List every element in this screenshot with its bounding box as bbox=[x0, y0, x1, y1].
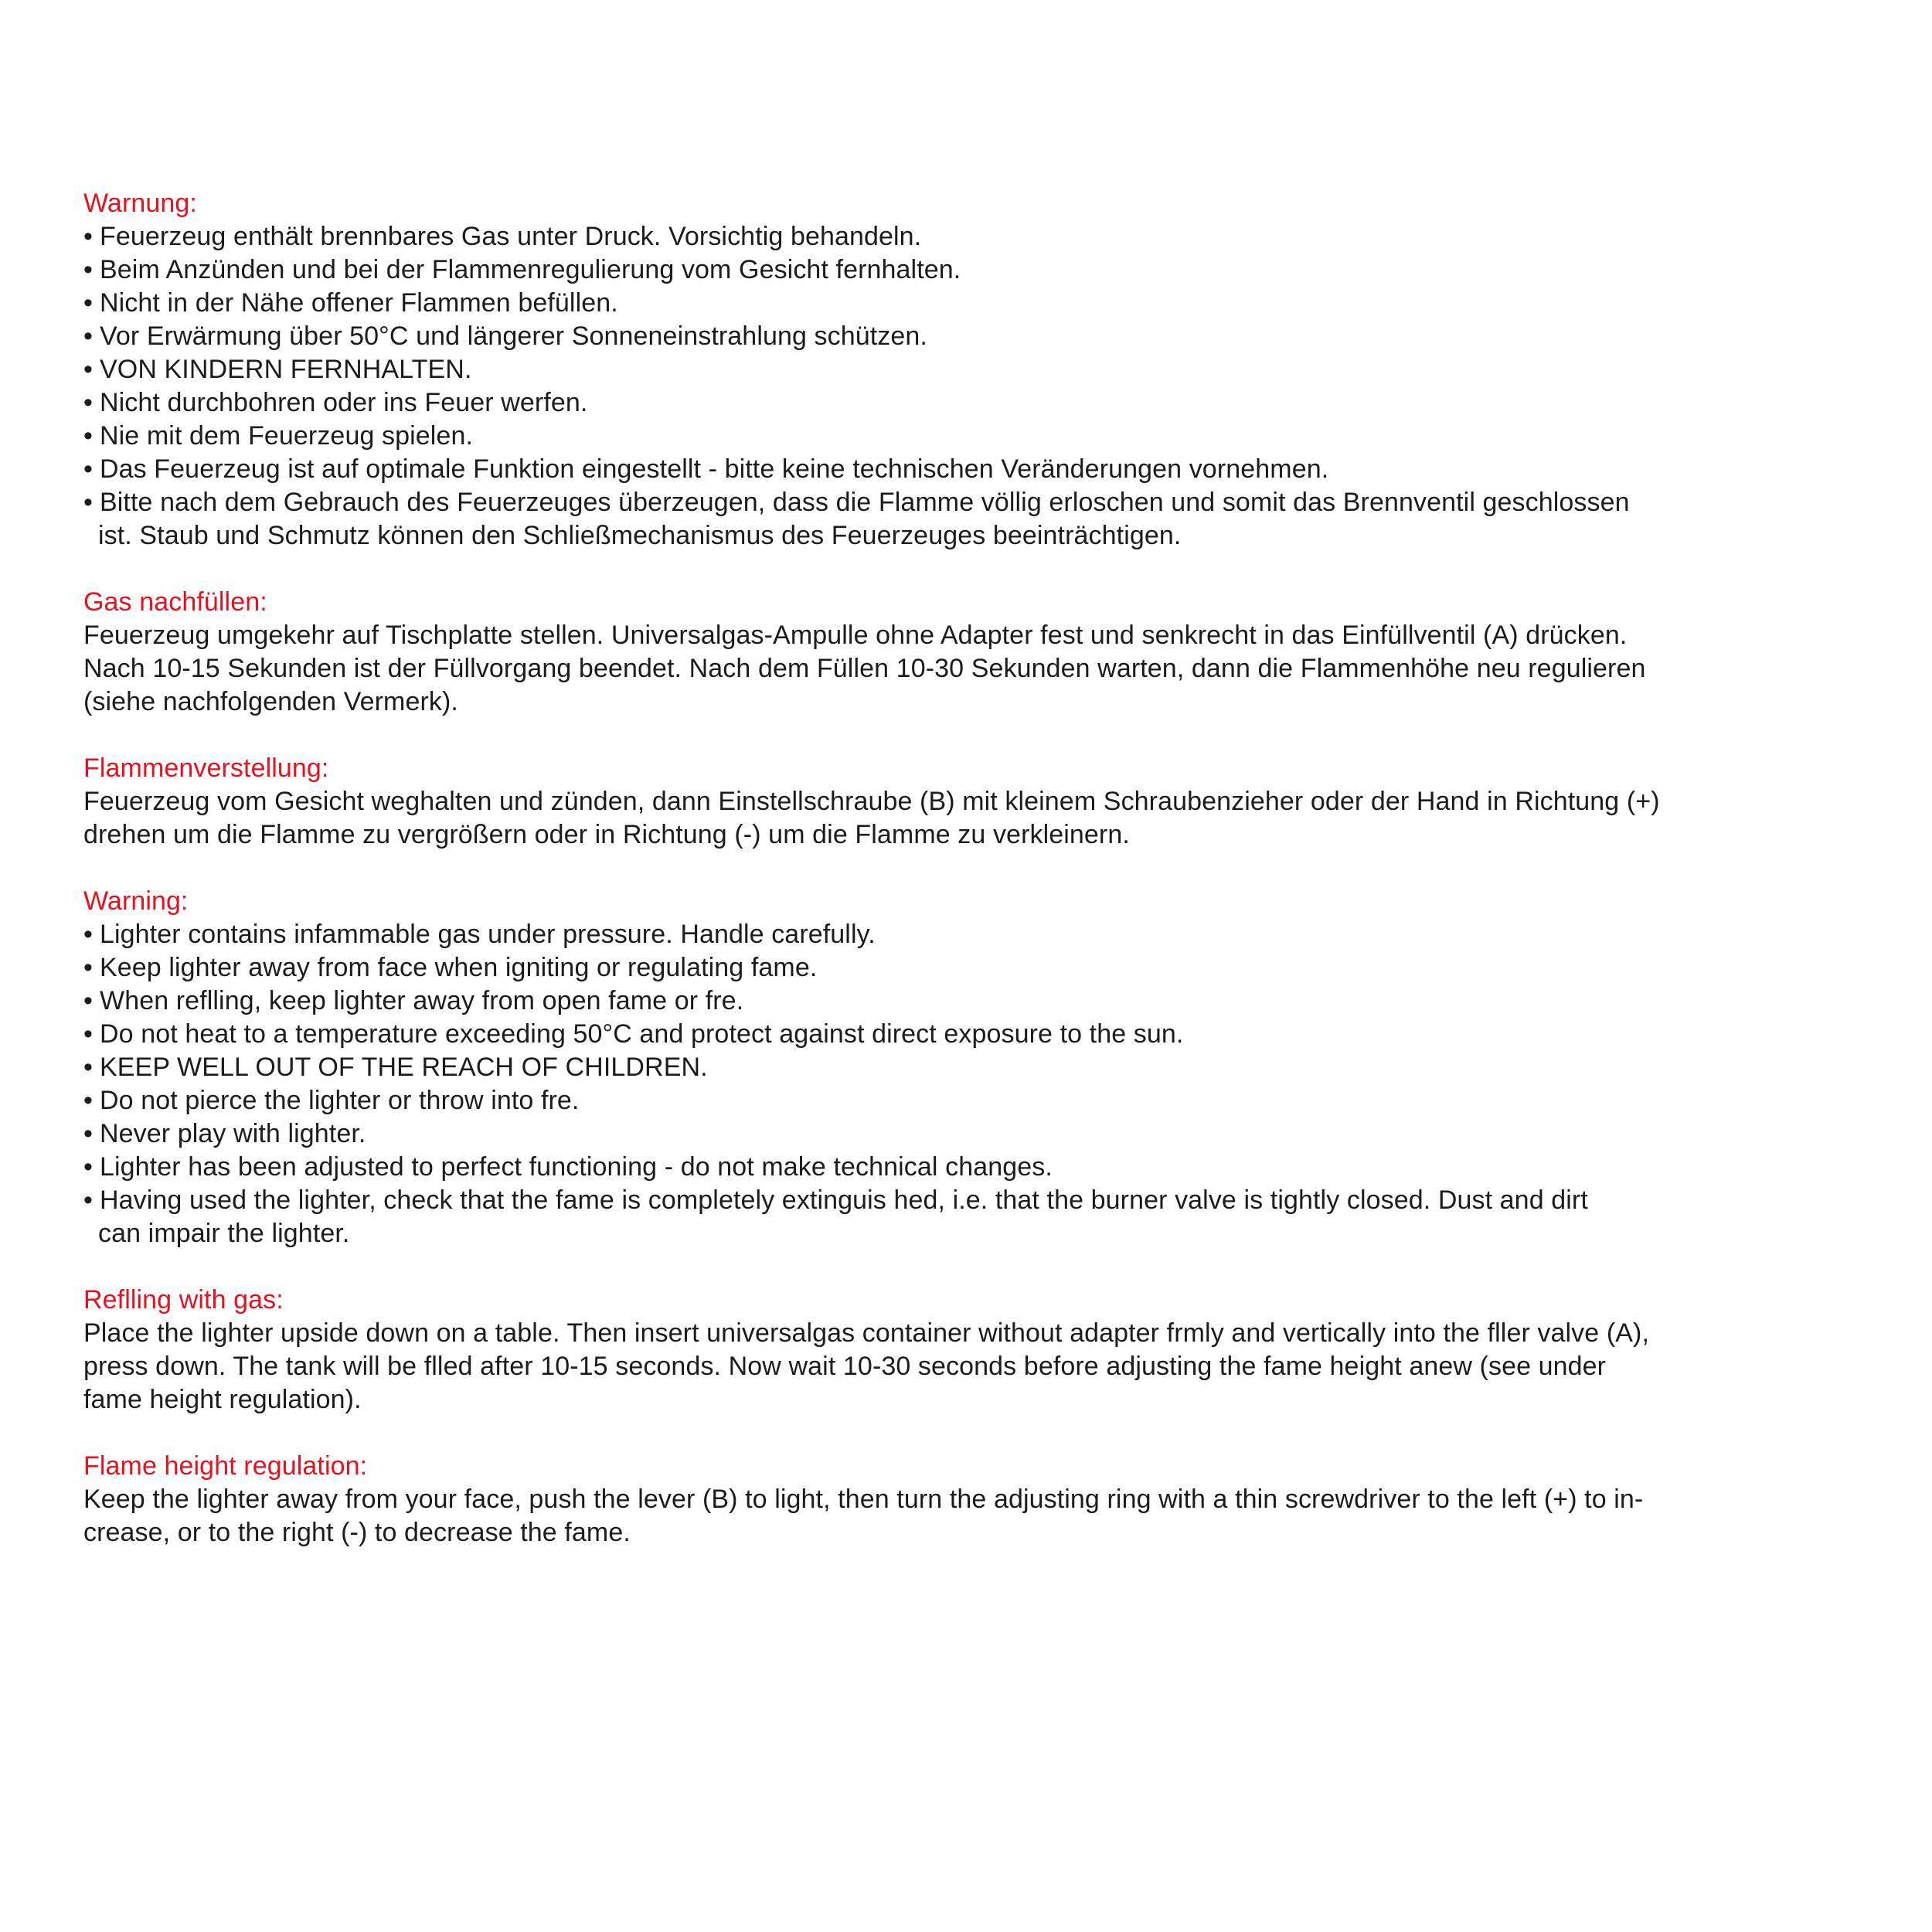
text-line bbox=[83, 619, 1768, 652]
line-text: Keep the lighter away from your face, push the lever (B) to light, then turn the adjusting ring with a thin screwdriver to the left (+) to in- bbox=[83, 1485, 1644, 1514]
section-heading: Gas nachfüllen: bbox=[83, 587, 267, 617]
line-text: Lighter has been adjusted to perfect functioning - do not make technical changes. bbox=[100, 1152, 1053, 1182]
bullet-icon: • bbox=[83, 1119, 100, 1148]
line-text: can impair the lighter. bbox=[98, 1219, 350, 1248]
line-text: Nicht durchbohren oder ins Feuer werfen. bbox=[100, 388, 588, 417]
line-text: Nie mit dem Feuerzeug spielen. bbox=[100, 421, 474, 451]
bullet-line bbox=[83, 918, 1768, 951]
line-text: ist. Staub und Schmutz können den Schließmechanismus des Feuerzeuges beeinträchtigen. bbox=[98, 521, 1182, 550]
line-text: Feuerzeug umgekehr auf Tischplatte stellen. Universalgas-Ampulle ohne Adapter fest und senkrecht in das Einfüllventil (A) drücken. bbox=[83, 621, 1628, 650]
bullet-line bbox=[83, 1151, 1768, 1184]
bullet-line bbox=[83, 1018, 1768, 1051]
line-text: Nach 10-15 Sekunden ist der Füllvorgang beendet. Nach dem Füllen 10-30 Sekunden warten, dann die Flammenhöhe neu regulieren bbox=[83, 654, 1646, 683]
bullet-icon: • bbox=[83, 454, 100, 484]
instruction-document bbox=[83, 187, 1768, 1583]
line-text: Feuerzeug enthält brennbares Gas unter Druck. Vorsichtig behandeln. bbox=[100, 222, 922, 251]
section-heading: Warning: bbox=[83, 886, 189, 916]
bullet-icon: • bbox=[83, 986, 100, 1015]
bullet-icon: • bbox=[83, 953, 100, 982]
text-line bbox=[83, 652, 1768, 685]
bullet-line bbox=[83, 220, 1768, 253]
text-line bbox=[83, 1350, 1768, 1383]
line-text: Keep lighter away from face when igniting or regulating fame. bbox=[100, 953, 818, 982]
bullet-line bbox=[83, 453, 1768, 486]
bullet-icon: • bbox=[83, 321, 100, 351]
bullet-icon: • bbox=[83, 222, 100, 251]
bullet-line bbox=[83, 486, 1768, 519]
line-text: Bitte nach dem Gebrauch des Feuerzeuges überzeugen, dass die Flamme völlig erloschen und somit das Brennventil geschlossen bbox=[100, 488, 1630, 517]
bullet-line bbox=[83, 320, 1768, 353]
text-line bbox=[83, 1516, 1768, 1549]
section-heading: Flammenverstellung: bbox=[83, 753, 329, 783]
bullet-icon: • bbox=[83, 255, 100, 284]
line-text: VON KINDERN FERNHALTEN. bbox=[100, 355, 472, 384]
bullet-icon: • bbox=[83, 920, 100, 949]
bullet-line bbox=[83, 287, 1768, 320]
bullet-icon: • bbox=[83, 288, 100, 318]
bullet-line bbox=[83, 420, 1768, 453]
bullet-line bbox=[83, 353, 1768, 386]
bullet-line bbox=[83, 1184, 1768, 1217]
section bbox=[83, 586, 1768, 719]
bullet-line bbox=[83, 985, 1768, 1018]
section-heading: Reflling with gas: bbox=[83, 1285, 284, 1315]
text-line bbox=[83, 1217, 1768, 1250]
text-line bbox=[83, 818, 1768, 852]
bullet-line bbox=[83, 1084, 1768, 1117]
section bbox=[83, 1450, 1768, 1549]
bullet-line bbox=[83, 1051, 1768, 1084]
line-text: Never play with lighter. bbox=[100, 1119, 366, 1148]
bullet-line bbox=[83, 386, 1768, 420]
line-text: Vor Erwärmung über 50°C und längerer Sonneneinstrahlung schützen. bbox=[100, 321, 927, 351]
line-text: When reflling, keep lighter away from open fame or fre. bbox=[100, 986, 744, 1015]
bullet-icon: • bbox=[83, 1053, 100, 1082]
text-line bbox=[83, 519, 1768, 553]
section bbox=[83, 187, 1768, 553]
line-text: Lighter contains infammable gas under pressure. Handle carefully. bbox=[100, 920, 876, 949]
bullet-line bbox=[83, 253, 1768, 287]
line-text: Do not heat to a temperature exceeding 50°C and protect against direct exposure to the sun. bbox=[100, 1019, 1184, 1049]
section-heading: Flame height regulation: bbox=[83, 1451, 368, 1481]
line-text: Das Feuerzeug ist auf optimale Funktion eingestellt - bitte keine technischen Veränderungen vornehmen. bbox=[100, 454, 1329, 484]
bullet-icon: • bbox=[83, 355, 100, 384]
line-text: drehen um die Flamme zu vergrößern oder in Richtung (-) um die Flamme zu verkleinern. bbox=[83, 820, 1130, 849]
line-text: fame height regulation). bbox=[83, 1385, 362, 1414]
text-line bbox=[83, 685, 1768, 719]
line-text: Place the lighter upside down on a table. Then insert universalgas container without adapter frmly and vertically into the fller valve (A), bbox=[83, 1318, 1650, 1348]
line-text: KEEP WELL OUT OF THE REACH OF CHILDREN. bbox=[100, 1053, 708, 1082]
bullet-line bbox=[83, 951, 1768, 985]
text-line bbox=[83, 1483, 1768, 1516]
line-text: Nicht in der Nähe offener Flammen befüllen. bbox=[100, 288, 618, 318]
section bbox=[83, 752, 1768, 852]
bullet-icon: • bbox=[83, 1019, 100, 1049]
bullet-icon: • bbox=[83, 1185, 100, 1215]
text-line bbox=[83, 785, 1768, 818]
line-text: Beim Anzünden und bei der Flammenregulierung vom Gesicht fernhalten. bbox=[100, 255, 961, 284]
line-text: Do not pierce the lighter or throw into fre. bbox=[100, 1086, 580, 1115]
bullet-icon: • bbox=[83, 488, 100, 517]
bullet-line bbox=[83, 1117, 1768, 1151]
bullet-icon: • bbox=[83, 421, 100, 451]
text-line bbox=[83, 1317, 1768, 1350]
text-line bbox=[83, 1383, 1768, 1417]
bullet-icon: • bbox=[83, 1152, 100, 1182]
line-text: crease, or to the right (-) to decrease the fame. bbox=[83, 1518, 631, 1547]
line-text: (siehe nachfolgenden Vermerk). bbox=[83, 687, 458, 716]
line-text: Feuerzeug vom Gesicht weghalten und zünden, dann Einstellschraube (B) mit kleinem Schraubenzieher oder der Hand in Richtung (+) bbox=[83, 787, 1660, 816]
bullet-icon: • bbox=[83, 388, 100, 417]
line-text: Having used the lighter, check that the fame is completely extinguis hed, i.e. that the burner valve is tightly closed. Dust and dirt bbox=[100, 1185, 1588, 1215]
section bbox=[83, 1284, 1768, 1417]
section bbox=[83, 885, 1768, 1250]
section-heading: Warnung: bbox=[83, 189, 197, 218]
line-text: press down. The tank will be flled after 10-15 seconds. Now wait 10-30 seconds before adjusting the fame height anew (see under bbox=[83, 1352, 1607, 1381]
bullet-icon: • bbox=[83, 1086, 100, 1115]
